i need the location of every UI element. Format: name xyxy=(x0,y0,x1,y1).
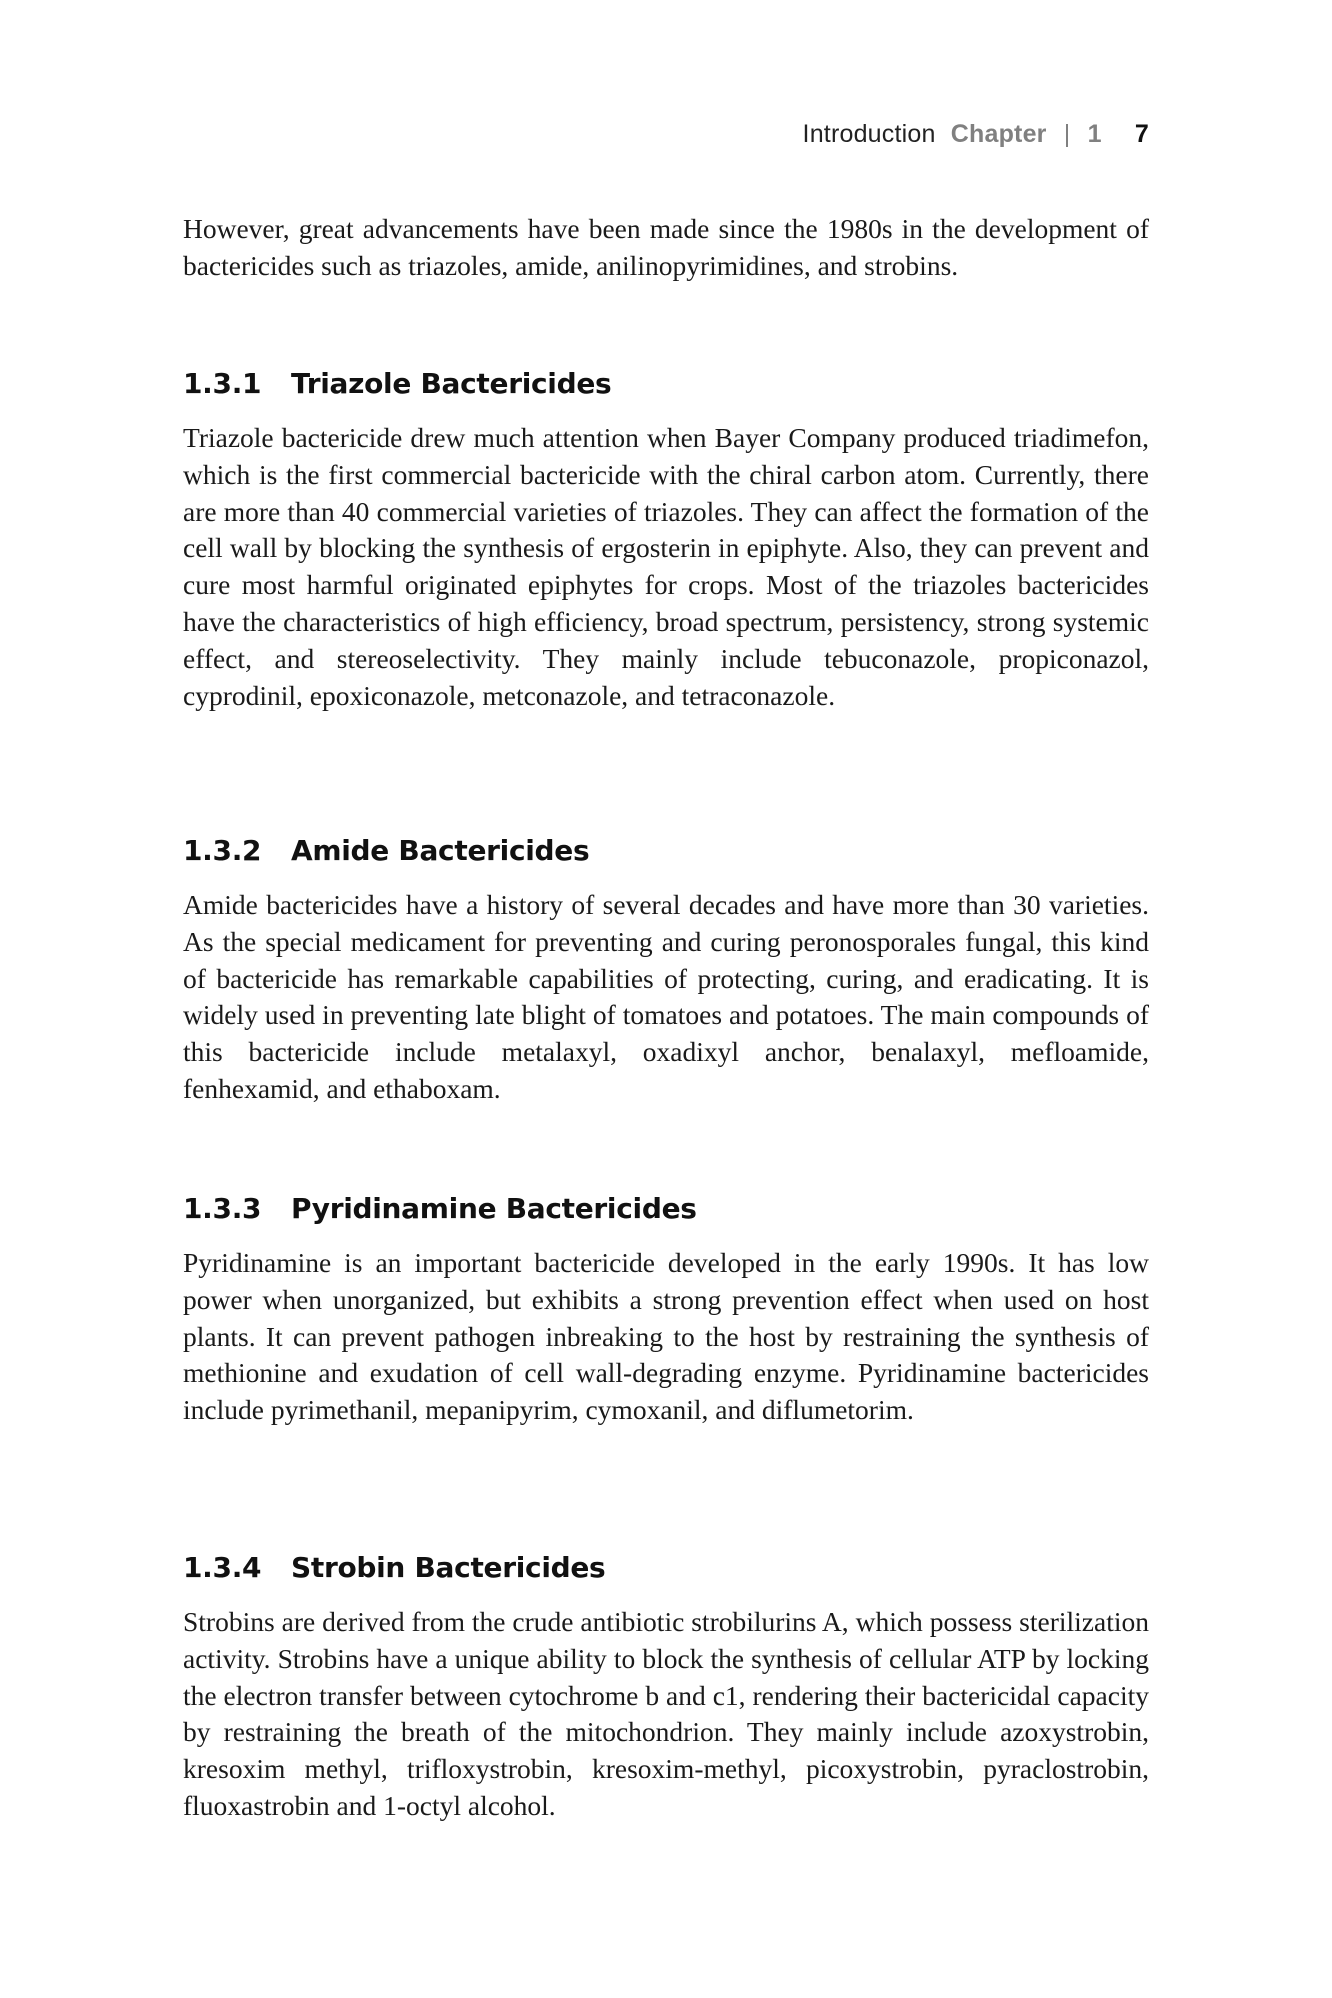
section-heading xyxy=(183,1550,1149,1586)
section-triazole xyxy=(183,366,1149,714)
section-title: Strobin Bactericides xyxy=(291,1551,606,1584)
section-paragraph: Strobins are derived from the crude antibiotic strobilurins A, which possess sterilization activity. Strobins have a unique ability to block the synthesis of cellular ATP by locking the electron transfer between cytochrome b and c1, rendering their bactericidal capacity by restraining the breath of the mitochondrion. They mainly include azoxystrobin, kresoxim methyl, trifloxystrobin, kresoxim-methyl, picoxystrobin, pyraclostrobin, fluoxastrobin and 1-octyl alcohol. xyxy=(183,1606,1149,1821)
section-number: 1.3.4 xyxy=(183,1551,262,1584)
header-chapter-number: 1 xyxy=(1087,120,1102,148)
section-number: 1.3.3 xyxy=(183,1192,262,1225)
intro-paragraph: However, great advancements have been made since the 1980s in the development of bactericides such as triazoles, amide, anilinopyrimidines, and strobins. xyxy=(183,213,1149,281)
section-title: Pyridinamine Bactericides xyxy=(291,1192,697,1225)
running-header xyxy=(803,120,1149,149)
margin-watermark xyxy=(0,268,14,358)
page-number: 7 xyxy=(1134,120,1149,148)
header-title: Introduction xyxy=(802,120,936,148)
section-amide xyxy=(183,833,1149,1108)
section-heading xyxy=(183,366,1149,402)
section-number: 1.3.2 xyxy=(183,834,262,867)
header-chapter-label: Chapter xyxy=(950,120,1047,148)
section-paragraph: Amide bactericides have a history of several decades and have more than 30 varieties. As the special medicament for preventing and curing peronosporales fungal, this kind of bactericide has remarkable capabilities of protecting, curing, and eradicating. It is widely used in preventing late blight of tomatoes and potatoes. The main compounds of this bactericide include metalaxyl, oxadixyl anchor, benalaxyl, mefloamide, fenhexamid, and ethaboxam. xyxy=(183,889,1149,1104)
header-separator: | xyxy=(1063,120,1071,148)
section-heading xyxy=(183,1191,1149,1227)
section-strobin xyxy=(183,1550,1149,1825)
section-title: Amide Bactericides xyxy=(291,834,590,867)
section-title: Triazole Bactericides xyxy=(291,367,612,400)
section-pyridinamine xyxy=(183,1191,1149,1429)
section-number: 1.3.1 xyxy=(183,367,262,400)
section-paragraph: Triazole bactericide drew much attention when Bayer Company produced triadimefon, which is the first commercial bactericide with the chiral carbon atom. Currently, there are more than 40 commercial varieties of triazoles. They can affect the formation of the cell wall by blocking the synthesis of ergosterin in epiphyte. Also, they can prevent and cure most harmful originated epiphytes for crops. Most of the triazoles bactericides have the characteristics of high efficiency, broad spectrum, persistency, strong systemic effect, and stereoselectivity. They mainly include tebuconazole, propiconazol, cyprodinil, epoxiconazole, metconazole, and tetraconazole. xyxy=(183,422,1149,711)
section-heading xyxy=(183,833,1149,869)
section-paragraph: Pyridinamine is an important bactericide developed in the early 1990s. It has low power when unorganized, but exhibits a strong prevention effect when used on host plants. It can prevent pathogen inbreaking to the host by restraining the synthesis of methionine and exudation of cell wall-degrading enzyme. Pyridinamine bactericides include pyrimethanil, mepanipyrim, cymoxanil, and diflumetorim. xyxy=(183,1247,1149,1426)
